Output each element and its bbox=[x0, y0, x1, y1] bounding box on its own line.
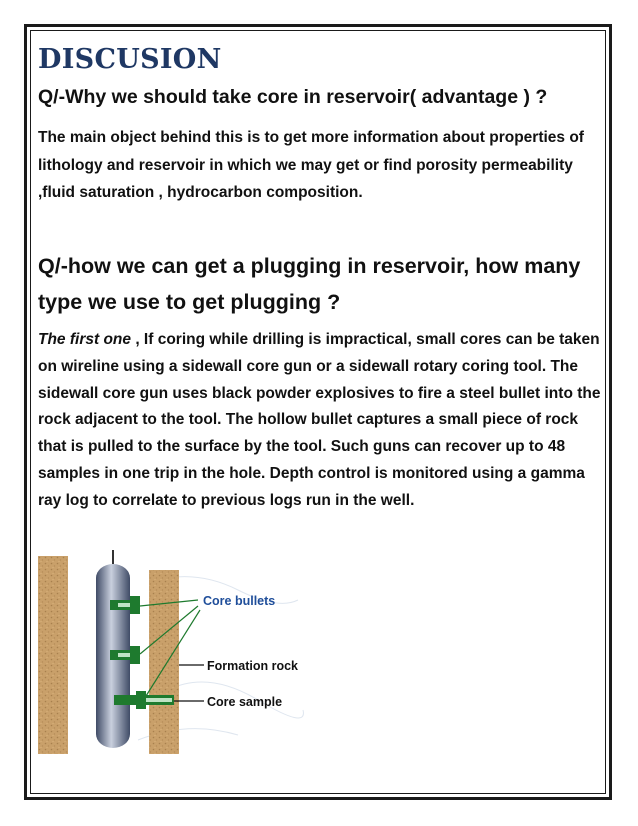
label-formation-rock: Formation rock bbox=[207, 659, 298, 673]
figure-svg bbox=[38, 550, 306, 754]
label-core-bullets: Core bullets bbox=[203, 594, 276, 608]
answer-1: The main object behind this is to get more information about properties of lithology and reservoir in which we may get or find porosity permeability ,fluid saturation , hydrocarbon composition. bbox=[38, 129, 584, 201]
answer-2-body: , If coring while drilling is impractical, small cores can be taken on wireline using a sidewall core gun or a sidewall rotary coring tool. The sidewall core gun uses black powder explosives to fire a steel bullet into the rock adjacent to the tool. The hollow bullet captures a small piece of rock that is pulled to the surface by the tool. Such guns can recover up to 48 samples in one trip in the hole. Depth control is monitored using a gamma ray log to correlate to previous logs run in the well. bbox=[38, 331, 601, 509]
sidewall-core-gun-figure bbox=[38, 550, 306, 754]
question-1: Q/-Why we should take core in reservoir( advantage ) ? bbox=[38, 86, 548, 108]
answer-2-lead: The first one bbox=[38, 331, 132, 348]
answer-2 bbox=[38, 327, 606, 515]
formation-rock-left bbox=[38, 556, 68, 754]
formation-rock-right bbox=[149, 570, 179, 754]
label-core-sample: Core sample bbox=[207, 695, 283, 709]
question-2: Q/-how we can get a plugging in reservoir, how many type we use to get plugging ? bbox=[38, 254, 581, 314]
section-heading: DISCUSION bbox=[38, 44, 222, 75]
